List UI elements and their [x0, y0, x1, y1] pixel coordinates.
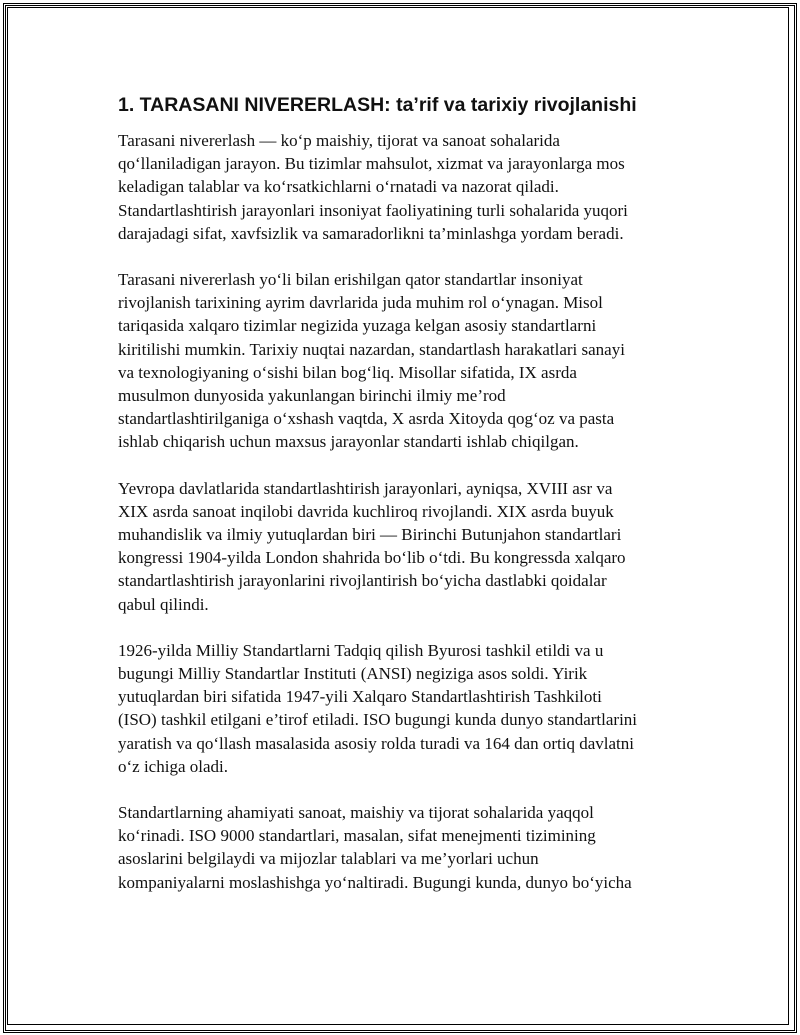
text-line: keladigan talablar va ko‘rsatkichlarni o‘rnatadi va nazorat qiladi. — [118, 177, 559, 197]
paragraph — [118, 129, 688, 245]
paragraph-container — [118, 129, 688, 894]
text-line: Tarasani nivererlash — ko‘p maishiy, tijorat va sanoat sohalarida — [118, 131, 560, 150]
text-line: standartlashtirilganiga o‘xshash vaqtda, X asrda Xitoyda qog‘oz va pasta — [118, 409, 615, 429]
text-line: qo‘llaniladigan jarayon. Bu tizimlar mahsulot, xizmat va jarayonlarga mos — [118, 154, 625, 174]
text-line: tariqasida xalqaro tizimlar negizida yuzaga kelgan asosiy standartlarni — [118, 316, 597, 336]
text-line: (ISO) tashkil etilgani e’tirof etiladi. ISO bugungi kunda dunyo standartlarini — [118, 710, 638, 730]
text-line: standartlashtirish jarayonlarini rivojlantirish bo‘yicha dastlabki qoidalar — [118, 571, 607, 591]
text-line: bugungi Milliy Standartlar Instituti (ANSI) negiziga asos soldi. Yirik — [118, 664, 588, 684]
text-line: darajadagi sifat, xavfsizlik va samaradorlikni ta’minlashga yordam beradi. — [118, 223, 624, 243]
text-line: o‘z ichiga oladi. — [118, 756, 228, 776]
text-line: yaratish va qo‘llash masalasida asosiy rolda turadi va 164 dan ortiq davlatni — [118, 733, 635, 753]
text-line: kiritilishi mumkin. Tarixiy nuqtai nazardan, standartlash harakatlari sanayi — [118, 339, 625, 359]
text-line: asoslarini belgilaydi va mijozlar talablari va me’yorlari uchun — [118, 849, 539, 869]
text-line: Standartlashtirish jarayonlari insoniyat faoliyatining turli sohalarida yuqori — [118, 200, 628, 220]
text-line: Standartlarning ahamiyati sanoat, maishiy va tijorat sohalarida yaqqol — [118, 803, 594, 823]
text-line: Yevropa davlatlarida standartlashtirish jarayonlari, ayniqsa, XVIII asr va — [118, 478, 613, 498]
text-line: rivojlanish tarixining ayrim davrlarida juda muhim rol o‘ynagan. Misol — [118, 293, 603, 313]
paragraph — [118, 639, 688, 778]
text-line: kongressi 1904-yilda London shahrida bo‘lib o‘tdi. Bu kongressda xalqaro — [118, 548, 626, 568]
document-body — [118, 92, 688, 917]
text-line: Tarasani nivererlash yo‘li bilan erishilgan qator standartlar insoniyat — [118, 270, 583, 290]
text-line: 1926-yilda Milliy Standartlarni Tadqiq qilish Byurosi tashkil etildi va u — [118, 640, 604, 660]
text-line: ko‘rinadi. ISO 9000 standartlari, masalan, sifat menejmenti tizimining — [118, 826, 596, 846]
text-line: qabul qilindi. — [118, 594, 209, 614]
text-line: yutuqlardan biri sifatida 1947-yili Xalqaro Standartlashtirish Tashkiloti — [118, 687, 602, 707]
text-line: musulmon dunyosida yakunlangan birinchi ilmiy me’rod — [118, 386, 506, 406]
text-line: va texnologiyaning o‘sishi bilan bog‘liq. Misollar sifatida, IX asrda — [118, 362, 577, 382]
text-line: XIX asrda sanoat inqilobi davrida kuchliroq rivojlandi. XIX asrda buyuk — [118, 501, 614, 521]
text-line: muhandislik va ilmiy yutuqlardan biri — Birinchi Butunjahon standartlari — [118, 525, 622, 545]
paragraph — [118, 477, 688, 616]
section-heading: 1. TARASANI NIVERERLASH: ta’rif va tarixiy rivojlanishi — [118, 94, 637, 116]
text-line: ishlab chiqarish uchun maxsus jarayonlar standarti ishlab chiqilgan. — [118, 432, 579, 452]
paragraph — [118, 268, 688, 454]
paragraph — [118, 801, 688, 894]
text-line: kompaniyalarni moslashishga yo‘naltiradi. Bugungi kunda, dunyo bo‘yicha — [118, 872, 632, 892]
